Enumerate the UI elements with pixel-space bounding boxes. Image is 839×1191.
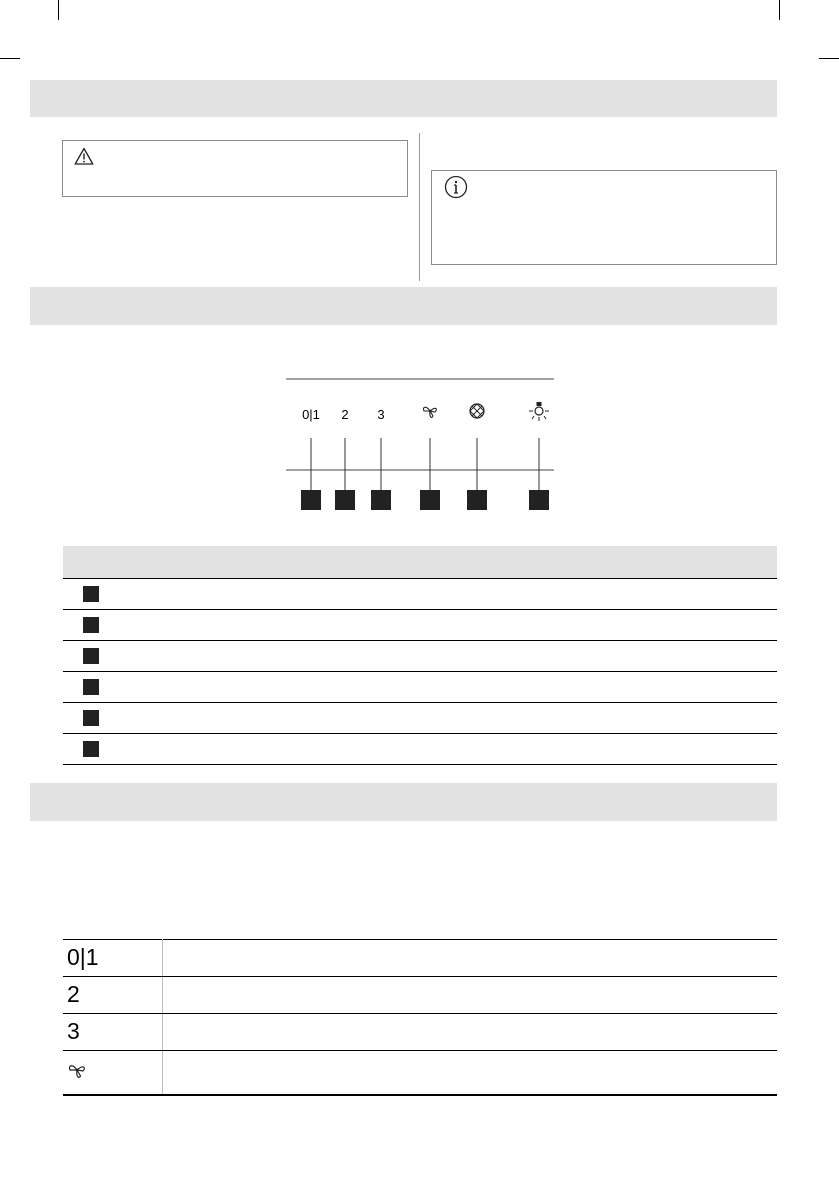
panel-label-speed-2: 2 — [341, 407, 349, 422]
control-functions-table — [63, 546, 777, 765]
crop-mark-top-right-h — [819, 58, 839, 59]
light-icon — [529, 402, 549, 421]
fan-icon — [67, 1066, 87, 1083]
callout-marker-4 — [420, 490, 440, 510]
symbol-speed-2: 2 — [67, 981, 80, 1007]
symbol-onoff: 0|1 — [67, 944, 99, 970]
warning-icon — [74, 147, 94, 170]
section-header-bar-2 — [30, 287, 777, 325]
section-header-bar-3 — [30, 783, 777, 821]
control-panel-diagram — [286, 378, 554, 510]
table-row — [63, 703, 777, 734]
callout-marker-3 — [371, 490, 391, 510]
crop-mark-top-left-v — [58, 0, 59, 20]
table-row — [63, 579, 777, 610]
table-row — [63, 734, 777, 765]
row-marker — [83, 710, 99, 726]
section-header-bar-1 — [30, 80, 777, 117]
table-row — [63, 641, 777, 672]
symbol-speed-3: 3 — [67, 1018, 80, 1044]
table-row — [63, 977, 777, 1014]
crop-mark-top-right-v — [779, 0, 780, 20]
panel-label-speed-3: 3 — [377, 407, 385, 422]
row-marker — [83, 679, 99, 695]
table-row — [63, 1014, 777, 1051]
callout-marker-5 — [467, 490, 487, 510]
row-marker — [83, 586, 99, 602]
table-row — [63, 1051, 777, 1095]
crop-mark-top-left-h — [0, 58, 20, 59]
table-row — [63, 940, 777, 977]
row-marker — [83, 617, 99, 633]
fan-icon — [423, 407, 436, 417]
column-divider — [419, 133, 420, 281]
callout-marker-2 — [335, 490, 355, 510]
info-icon — [444, 175, 468, 204]
grease-filter-icon — [470, 404, 484, 418]
callout-marker-1 — [301, 490, 321, 510]
callout-marker-6 — [529, 490, 549, 510]
row-marker — [83, 741, 99, 757]
symbols-table — [63, 939, 777, 1096]
panel-label-onoff: 0|1 — [302, 407, 320, 422]
row-marker — [83, 648, 99, 664]
warning-box — [62, 140, 408, 197]
info-box — [431, 170, 777, 265]
table-row — [63, 610, 777, 641]
table-header-row — [63, 546, 777, 579]
table-row — [63, 672, 777, 703]
